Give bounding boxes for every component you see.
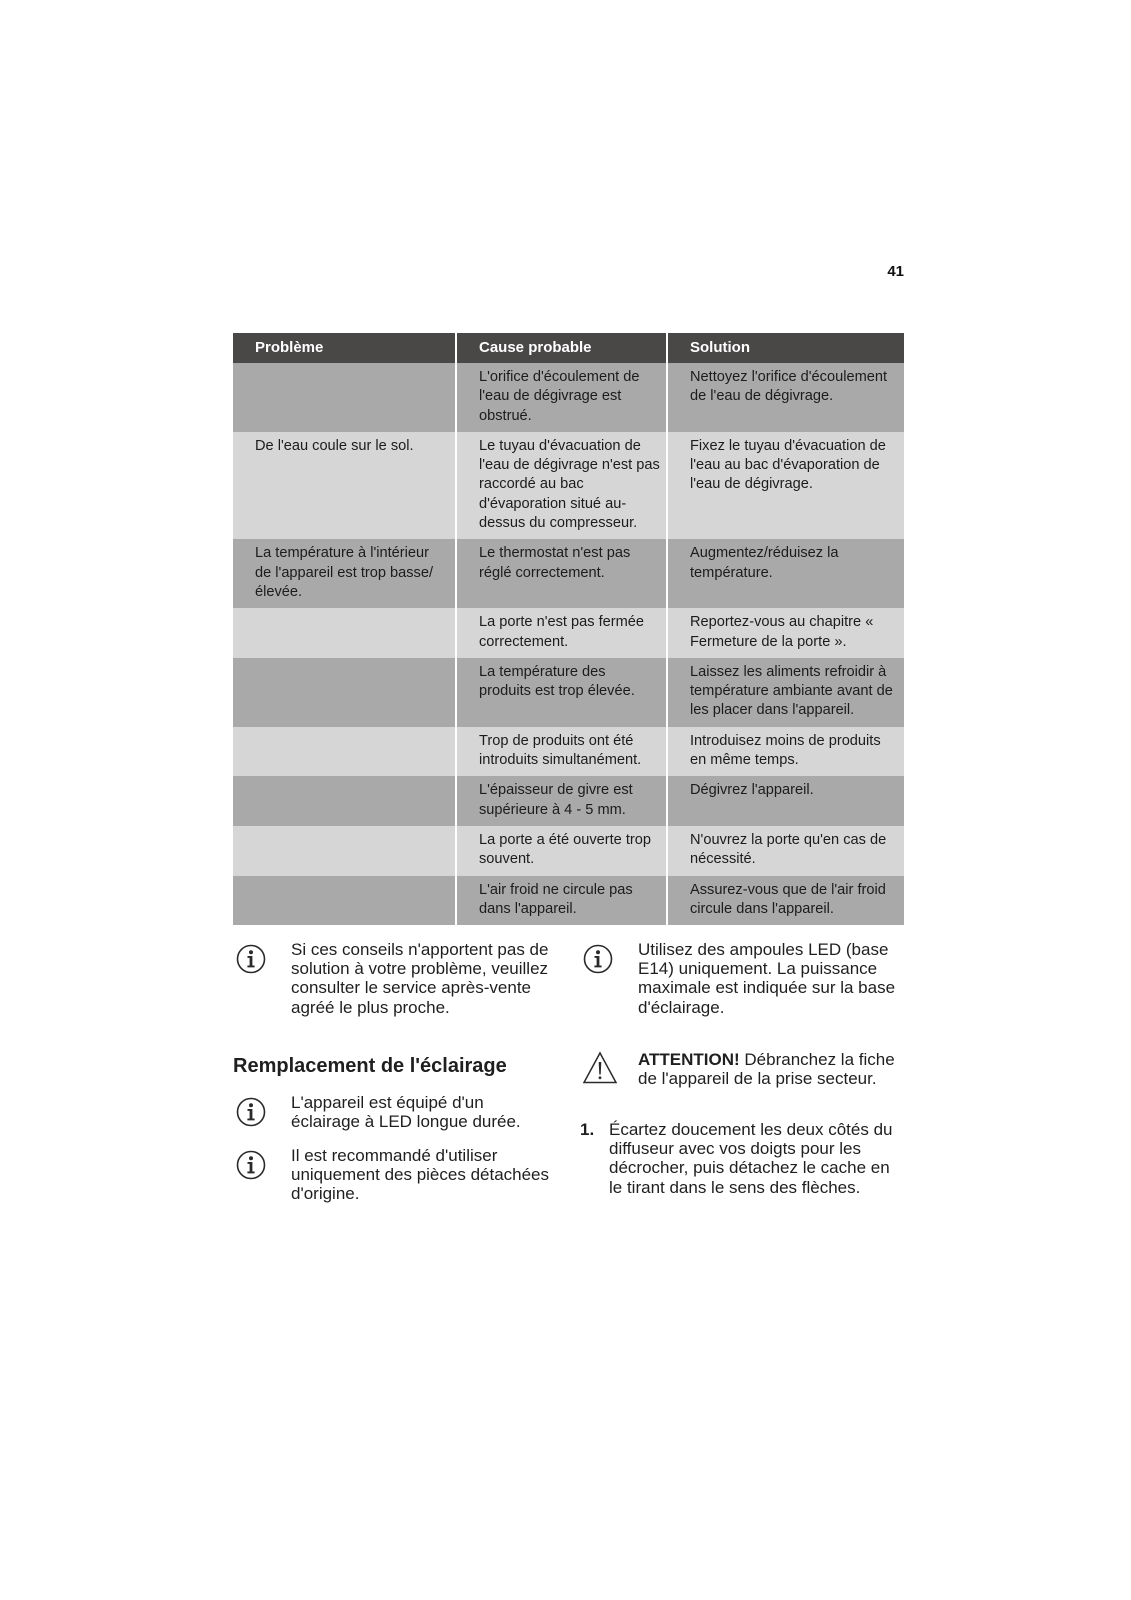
warning-label: ATTENTION! xyxy=(638,1050,740,1069)
cell-solution: Augmentez/réduisez la température. xyxy=(667,539,904,608)
cell-solution: N'ouvrez la porte qu'en cas de nécessité. xyxy=(667,826,904,876)
cell-problem xyxy=(233,658,456,727)
info-icon xyxy=(583,944,613,974)
cell-problem xyxy=(233,776,456,826)
table-row xyxy=(233,776,904,826)
cell-problem xyxy=(233,727,456,777)
cell-problem: La température à l'intérieur de l'appareil est trop basse/élevée. xyxy=(233,539,456,608)
cell-solution: Fixez le tuyau d'évacuation de l'eau au bac d'évaporation de l'eau de dégivrage. xyxy=(667,432,904,539)
troubleshooting-table xyxy=(233,333,904,925)
info-icon xyxy=(236,944,266,974)
info-note-bulbs-text: Utilisez des ampoules LED (base E14) uniquement. La puissance maximale est indiquée sur la base d'éclairage. xyxy=(638,940,896,1017)
info-icon xyxy=(236,1150,266,1180)
cell-problem xyxy=(233,826,456,876)
cell-cause: L'orifice d'écoulement de l'eau de dégivrage est obstrué. xyxy=(456,363,667,432)
info-note-parts-text: Il est recommandé d'utiliser uniquement des pièces détachées d'origine. xyxy=(291,1146,550,1204)
info-note-led-text: L'appareil est équipé d'un éclairage à LED longue durée. xyxy=(291,1093,521,1132)
table-row xyxy=(233,826,904,876)
cell-problem xyxy=(233,876,456,926)
info-note-led xyxy=(233,1093,553,1132)
right-column xyxy=(580,940,905,1197)
cell-solution: Dégivrez l'appareil. xyxy=(667,776,904,826)
warning-icon xyxy=(582,1051,618,1085)
section-heading: Remplacement de l'éclairage xyxy=(233,1055,507,1077)
table-row xyxy=(233,539,904,608)
table-row xyxy=(233,876,904,926)
info-note-bulbs xyxy=(580,940,905,1036)
table-header-row xyxy=(233,333,904,363)
cell-problem xyxy=(233,363,456,432)
info-note-parts xyxy=(233,1146,553,1204)
cell-solution: Nettoyez l'orifice d'écoulement de l'eau de dégivrage. xyxy=(667,363,904,432)
info-icon xyxy=(236,1097,266,1127)
table-row xyxy=(233,727,904,777)
step-1 xyxy=(580,1120,905,1197)
left-column xyxy=(233,940,553,1204)
cell-cause: Le tuyau d'évacuation de l'eau de dégivrage n'est pas raccordé au bac d'évaporation situé au-dessus du compresseur. xyxy=(456,432,667,539)
cell-cause: L'épaisseur de givre est supérieure à 4 - 5 mm. xyxy=(456,776,667,826)
info-note-service xyxy=(233,940,553,1036)
warning-note xyxy=(580,1050,905,1108)
header-cause: Cause probable xyxy=(456,333,667,363)
cell-problem xyxy=(233,608,456,658)
cell-solution: Assurez-vous que de l'air froid circule dans l'appareil. xyxy=(667,876,904,926)
cell-cause: La porte n'est pas fermée correctement. xyxy=(456,608,667,658)
header-solution: Solution xyxy=(667,333,904,363)
step-number: 1. xyxy=(580,1120,595,1139)
cell-cause: La température des produits est trop élevée. xyxy=(456,658,667,727)
warning-text: Débranchez la fiche de l'appareil de la prise secteur. xyxy=(638,1050,895,1089)
table-row xyxy=(233,432,904,539)
step-text: Écartez doucement les deux côtés du diffuseur avec vos doigts pour les décrocher, puis détachez le cache en le tirant dans le sens des flèches. xyxy=(609,1120,893,1197)
cell-solution: Introduisez moins de produits en même temps. xyxy=(667,727,904,777)
cell-cause: L'air froid ne circule pas dans l'appareil. xyxy=(456,876,667,926)
cell-cause: Le thermostat n'est pas réglé correctement. xyxy=(456,539,667,608)
cell-problem: De l'eau coule sur le sol. xyxy=(233,432,456,539)
table-row xyxy=(233,608,904,658)
page-number: 41 xyxy=(887,263,904,280)
table-row xyxy=(233,658,904,727)
table-row xyxy=(233,363,904,432)
header-problem: Problème xyxy=(233,333,456,363)
cell-solution: Reportez-vous au chapitre « Fermeture de la porte ». xyxy=(667,608,904,658)
cell-solution: Laissez les aliments refroidir à température ambiante avant de les placer dans l'appareil. xyxy=(667,658,904,727)
cell-cause: La porte a été ouverte trop souvent. xyxy=(456,826,667,876)
info-note-service-text: Si ces conseils n'apportent pas de solution à votre problème, veuillez consulter le service après-vente agréé le plus proche. xyxy=(291,940,549,1017)
cell-cause: Trop de produits ont été introduits simultanément. xyxy=(456,727,667,777)
